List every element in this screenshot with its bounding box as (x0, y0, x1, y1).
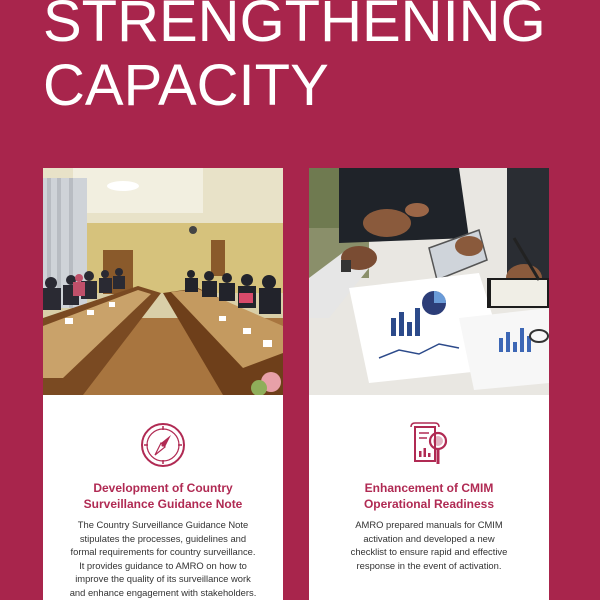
meeting-room-photo (43, 168, 283, 395)
card-body (327, 518, 531, 572)
card-body-line: stipulates the processes, guidelines and (79, 532, 247, 544)
card-title-line: Enhancement of CMIM (364, 481, 494, 495)
card-body-line: activation and developed a new (363, 532, 495, 544)
card-body-line: The Country Surveillance Guidance Note (77, 519, 249, 530)
card-title-line: Surveillance Guidance Note (83, 497, 243, 511)
page-title-line-1: STRENGTHENING (43, 0, 546, 54)
card-body-line: response in the event of activation. (356, 559, 502, 571)
card-body-line: AMRO prepared manuals for CMIM (355, 519, 503, 530)
compass-icon (139, 421, 187, 469)
card-title-line: Development of Country (93, 481, 233, 495)
card-body-line: improve the quality of its surveillance work (75, 573, 251, 585)
card-title-line: Operational Readiness (363, 497, 495, 511)
card-body (61, 518, 265, 600)
card-country-surveillance (43, 168, 283, 600)
card-title (43, 480, 283, 512)
card-body-line: It provides guidance to AMRO on how to (79, 559, 247, 571)
card-title (309, 480, 549, 512)
card-cmim-readiness (309, 168, 549, 600)
card-body-line: formal requirements for country surveillance. (70, 546, 256, 558)
page-title-line-2: CAPACITY (43, 53, 329, 118)
document-magnifier-icon (405, 421, 453, 469)
card-body-line: checklist to ensure rapid and effective (350, 546, 508, 558)
card-body-line: and enhance engagement with stakeholders. (69, 586, 257, 598)
business-charts-photo (309, 168, 549, 395)
